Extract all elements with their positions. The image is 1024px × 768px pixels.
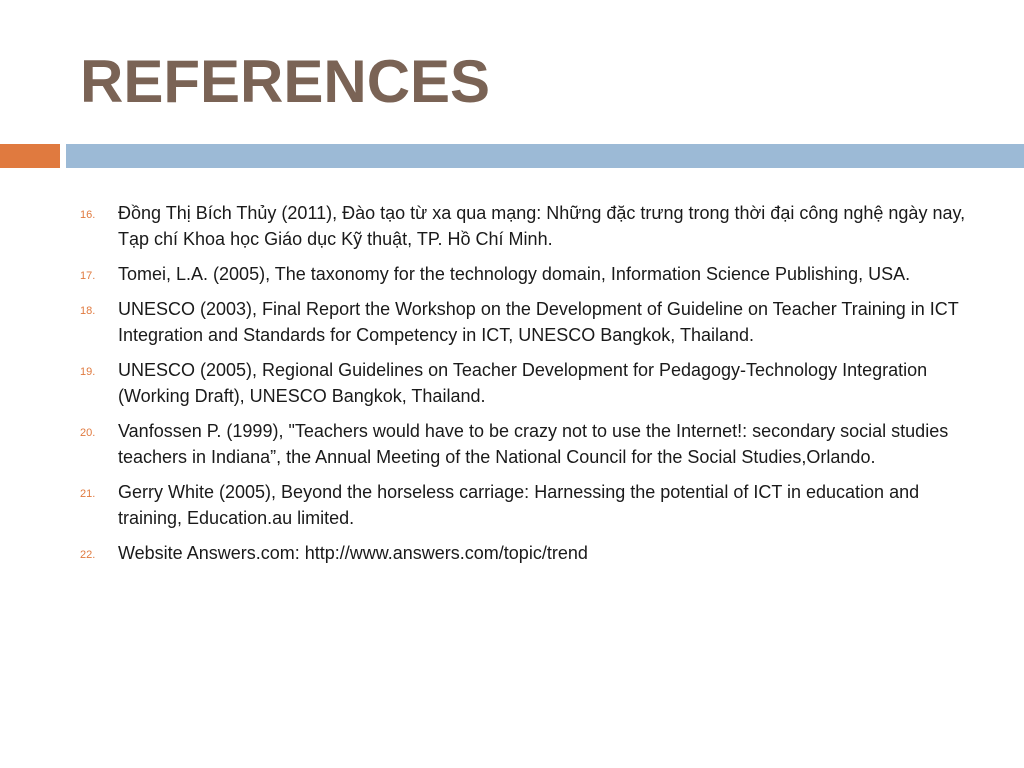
reference-number: 22. xyxy=(80,549,96,561)
reference-number: 18. xyxy=(80,305,96,317)
reference-text: Vanfossen P. (1999), "Teachers would have to be crazy not to use the Internet!: secondary social studies teachers in Indiana”, the Annual Meeting of the National Council for the Social Studies,Orlando. xyxy=(118,421,949,467)
reference-item xyxy=(80,296,980,348)
reference-text: UNESCO (2005), Regional Guidelines on Teacher Development for Pedagogy-Technology Integration (Working Draft), UNESCO Bangkok, Thailand. xyxy=(118,360,928,406)
reference-item xyxy=(80,479,980,531)
reference-list xyxy=(80,200,980,575)
reference-number: 19. xyxy=(80,366,96,378)
reference-item xyxy=(80,261,980,287)
reference-item xyxy=(80,418,980,470)
reference-text: Gerry White (2005), Beyond the horseless carriage: Harnessing the potential of ICT in education and training, Education.au limited. xyxy=(118,482,920,528)
reference-item xyxy=(80,200,980,252)
accent-bar-blue xyxy=(66,144,1024,168)
reference-text: Tomei, L.A. (2005), The taxonomy for the technology domain, Information Science Publishing, USA. xyxy=(118,264,911,284)
reference-item xyxy=(80,357,980,409)
reference-item xyxy=(80,540,980,566)
accent-bar-orange xyxy=(0,144,60,168)
reference-number: 16. xyxy=(80,209,96,221)
reference-text: Website Answers.com: http://www.answers.com/topic/trend xyxy=(118,543,588,563)
slide-title: REFERENCES xyxy=(80,48,491,115)
reference-text: Đồng Thị Bích Thủy (2011), Đào tạo từ xa qua mạng: Những đặc trưng trong thời đại công nghệ ngày nay, Tạp chí Khoa học Giáo dục Kỹ thuật, TP. Hồ Chí Minh. xyxy=(118,203,966,249)
reference-number: 17. xyxy=(80,270,96,282)
reference-text: UNESCO (2003), Final Report the Workshop on the Development of Guideline on Teacher Training in ICT Integration and Standards for Competency in ICT, UNESCO Bangkok, Thailand. xyxy=(118,299,959,345)
reference-number: 20. xyxy=(80,427,96,439)
reference-number: 21. xyxy=(80,488,96,500)
